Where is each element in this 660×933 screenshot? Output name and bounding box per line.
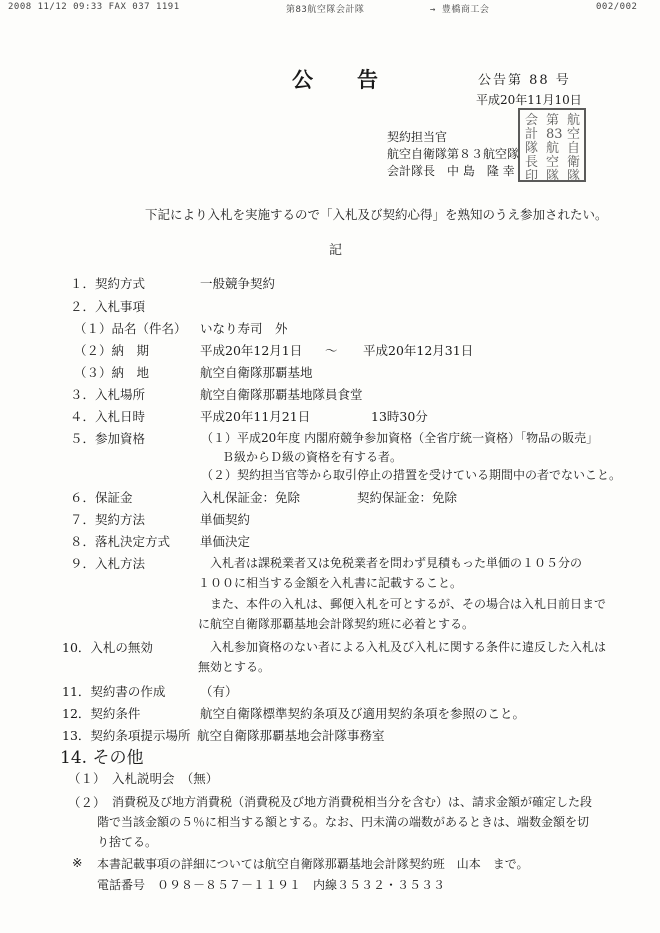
- item-9-line-3: また、本件の入札は、郵便入札を可とするが、その場合は入札日前日まで: [210, 597, 607, 611]
- seal-column-2: 第83航空隊: [546, 113, 563, 184]
- item-12-label: 12．契約条件: [62, 706, 141, 721]
- item-9-label: ９．入札方法: [70, 556, 146, 571]
- item-6-bid-deposit: 入札保証金：免除: [200, 490, 301, 505]
- item-11-label: 11．契約書の作成: [62, 684, 166, 699]
- sender-name: 会計隊長 中 島 隆 幸: [387, 164, 515, 178]
- item-1-value: 一般競争契約: [200, 276, 276, 291]
- item-2-label: ２．入札事項: [70, 299, 146, 314]
- ki-heading: 記: [329, 243, 343, 258]
- item-10-line-2: 無効とする。: [198, 660, 271, 674]
- item-14-2-line-2: 階で当該金額の５％に相当する額とする。なお、円未満の端数があるときは、端数金額を切: [97, 815, 590, 829]
- item-12-value: 航空自衛隊標準契約条項及び適用契約条項を参照のこと。: [200, 706, 526, 721]
- seal-column-1: 会計隊長印: [525, 113, 539, 184]
- note-line-2: 電話番号 ０９８－８５７－１１９１ 内線３５３２・３５３３: [97, 878, 446, 892]
- item-5-label: ５．参加資格: [70, 431, 146, 446]
- official-seal: [518, 108, 586, 182]
- item-2-2-sep: ～: [325, 343, 338, 358]
- item-14-1-text: 入札説明会 （無）: [112, 771, 219, 786]
- sender-role: 契約担当官: [387, 130, 448, 144]
- item-2-3-label: （３）納 地: [74, 365, 150, 380]
- item-10-label: 10．入札の無効: [62, 640, 153, 655]
- item-5-line-1: （１）平成20年度 内閣府競争参加資格（全省庁統一資格）「物品の販売」: [201, 431, 599, 445]
- item-13-value: 航空自衛隊那覇基地会計隊事務室: [197, 728, 385, 743]
- fax-header-left: 2008 11/12 09:33 FAX 037 1191: [8, 2, 180, 12]
- note-line-1: 本書記載事項の詳細については航空自衛隊那覇基地会計隊契約班 山本 まで。: [97, 857, 529, 871]
- document-title: 公告: [292, 67, 422, 92]
- item-7-value: 単価契約: [200, 512, 251, 527]
- notice-number: 公告第 88 号: [478, 73, 571, 88]
- fax-header-center: 第83航空隊会計隊: [286, 5, 365, 15]
- notice-date: 平成20年11月10日: [476, 93, 582, 107]
- item-14-1-label: （１）: [68, 771, 106, 786]
- item-2-2-from: 平成20年12月1日: [200, 343, 303, 358]
- item-8-value: 単価決定: [200, 534, 251, 549]
- note-mark: ※: [72, 855, 83, 870]
- item-1-label: １．契約方式: [70, 276, 146, 291]
- item-2-3-value: 航空自衛隊那覇基地: [200, 365, 313, 380]
- item-7-label: ７．契約方法: [70, 512, 146, 527]
- item-11-value: （有）: [200, 684, 238, 699]
- item-14-2-line-1: 消費税及び地方消費税（消費税及び地方消費税相当分を含む）は、請求金額が確定した段: [112, 795, 593, 809]
- item-10-line-1: 入札参加資格のない者による入札及び入札に関する条件に違反した入札は: [210, 640, 607, 654]
- item-4-date: 平成20年11月21日: [200, 409, 311, 424]
- item-9-line-1: 入札者は課税業者又は免税業者を問わず見積もった単価の１０５分の: [210, 556, 583, 570]
- fax-header-page: 002/002: [596, 2, 638, 12]
- item-4-time: 13時30分: [371, 409, 428, 424]
- item-2-1-value: いなり寿司 外: [200, 321, 288, 336]
- intro-text: 下記により入札を実施するので「入札及び契約心得」を熟知のうえ参加されたい。: [145, 207, 608, 222]
- item-5-line-3: （２）契約担当官等から取引停止の措置を受けている期間中の者でないこと。: [201, 468, 622, 482]
- item-9-line-2: １００に相当する金額を入札書に記載すること。: [198, 576, 463, 590]
- item-2-2-to: 平成20年12月31日: [363, 343, 474, 358]
- item-14-2-line-3: り捨てる。: [97, 835, 158, 849]
- item-14-label: 14. その他: [60, 748, 144, 768]
- item-13-label: 13．契約条項提示場所: [62, 728, 191, 743]
- item-5-line-2: Ｂ級からＤ級の資格を有する者。: [222, 450, 403, 464]
- item-2-1-label: （１）品名（件名）: [74, 321, 187, 336]
- item-2-2-label: （２）納 期: [74, 343, 150, 358]
- item-3-label: ３．入札場所: [70, 387, 146, 402]
- item-9-line-4: に航空自衛隊那覇基地会計隊契約班に必着とする。: [198, 617, 475, 631]
- item-14-2-label: （２）: [68, 795, 106, 810]
- sender-unit: 航空自衛隊第８３航空隊: [387, 147, 520, 161]
- item-4-label: ４．入札日時: [70, 409, 146, 424]
- item-6-contract-deposit: 契約保証金：免除: [357, 490, 458, 505]
- seal-column-3: 航空自衛隊: [567, 113, 581, 184]
- item-8-label: ８．落札決定方式: [70, 534, 171, 549]
- item-3-value: 航空自衛隊那覇基地隊員食堂: [200, 387, 363, 402]
- fax-header-right: → 豊橋商工会: [430, 5, 490, 15]
- item-6-label: ６．保証金: [70, 490, 133, 505]
